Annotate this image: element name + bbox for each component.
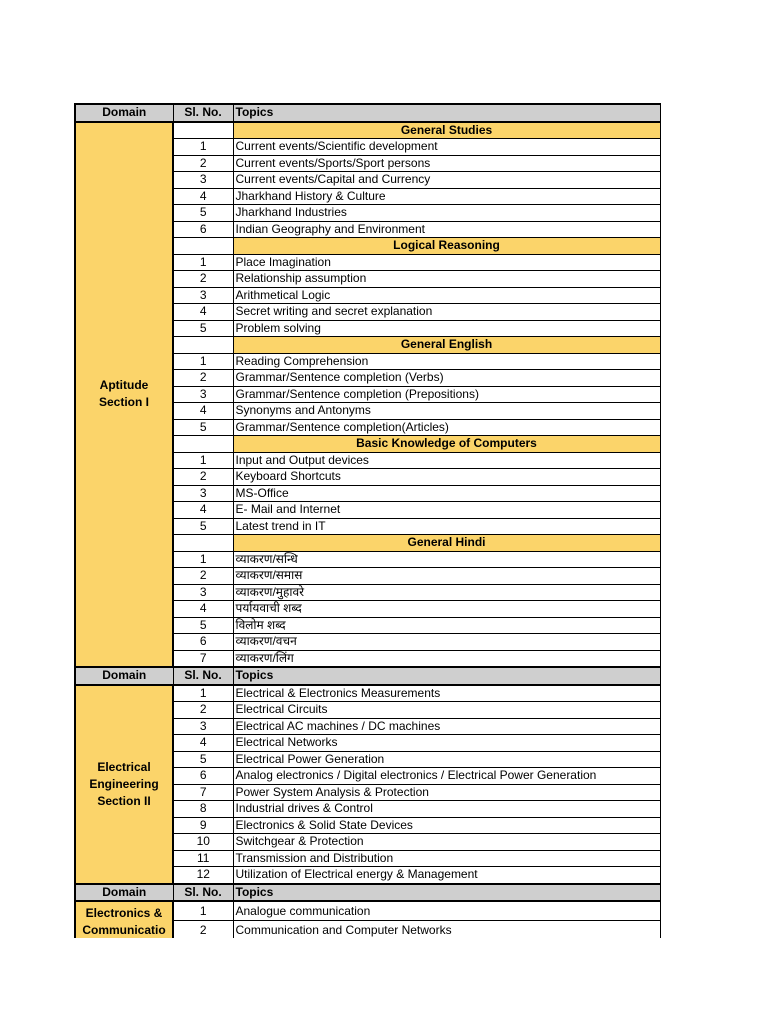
header-sl-no: Sl. No. — [173, 667, 233, 685]
subject-title: Basic Knowledge of Computers — [233, 436, 660, 453]
topic-cell: Indian Geography and Environment — [233, 221, 660, 238]
subject-row — [75, 122, 660, 139]
subject-title: General Studies — [233, 122, 660, 139]
topic-cell: Electrical AC machines / DC machines — [233, 718, 660, 735]
sl-number: 3 — [173, 584, 233, 601]
sl-number: 2 — [173, 568, 233, 585]
topic-cell: Place Imagination — [233, 254, 660, 271]
sl-number: 5 — [173, 320, 233, 337]
sl-number: 6 — [173, 634, 233, 651]
topic-cell: Current events/Sports/Sport persons — [233, 155, 660, 172]
topic-cell: Reading Comprehension — [233, 353, 660, 370]
sl-number: 5 — [173, 205, 233, 222]
sl-number: 4 — [173, 188, 233, 205]
subject-sl-cell — [173, 238, 233, 255]
topic-cell: व्याकरण/मुहावरे — [233, 584, 660, 601]
subject-sl-cell — [173, 436, 233, 453]
topic-cell: Secret writing and secret explanation — [233, 304, 660, 321]
header-domain: Domain — [75, 667, 173, 685]
sl-number: 1 — [173, 685, 233, 702]
sl-number: 3 — [173, 485, 233, 502]
topic-cell: Electronics & Solid State Devices — [233, 817, 660, 834]
topic-cell: Analogue communication — [233, 901, 660, 921]
sl-number: 11 — [173, 850, 233, 867]
header-topics: Topics — [233, 667, 660, 685]
sl-number: 12 — [173, 867, 233, 884]
header-sl-no: Sl. No. — [173, 884, 233, 902]
sl-number: 7 — [173, 650, 233, 667]
sl-number: 4 — [173, 502, 233, 519]
sl-number: 5 — [173, 419, 233, 436]
sl-number: 1 — [173, 551, 233, 568]
syllabus-table — [74, 103, 661, 940]
topic-cell: Industrial drives & Control — [233, 801, 660, 818]
header-row — [75, 667, 660, 685]
topic-cell: Keyboard Shortcuts — [233, 469, 660, 486]
sl-number: 4 — [173, 403, 233, 420]
header-domain: Domain — [75, 104, 173, 122]
sl-number: 5 — [173, 751, 233, 768]
sl-number: 2 — [173, 370, 233, 387]
syllabus-table-body — [75, 104, 660, 940]
topic-row — [75, 685, 660, 702]
sl-number: 9 — [173, 817, 233, 834]
sl-number: 1 — [173, 139, 233, 156]
sl-number: 3 — [173, 172, 233, 189]
topic-cell: Grammar/Sentence completion(Articles) — [233, 419, 660, 436]
sl-number: 6 — [173, 221, 233, 238]
topic-cell: Jharkhand Industries — [233, 205, 660, 222]
topic-cell: Power System Analysis & Protection — [233, 784, 660, 801]
sl-number: 1 — [173, 452, 233, 469]
sl-number: 3 — [173, 287, 233, 304]
sl-number: 7 — [173, 784, 233, 801]
topic-cell: व्याकरण/वचन — [233, 634, 660, 651]
domain-cell: Electrical Engineering Section II — [75, 685, 173, 884]
topic-cell: Current events/Scientific development — [233, 139, 660, 156]
page-bottom-margin — [0, 938, 768, 1024]
header-topics: Topics — [233, 104, 660, 122]
header-topics: Topics — [233, 884, 660, 902]
sl-number: 2 — [173, 921, 233, 940]
sl-number: 1 — [173, 353, 233, 370]
header-row — [75, 884, 660, 902]
topic-cell: Electrical & Electronics Measurements — [233, 685, 660, 702]
topic-cell: पर्यायवाची शब्द — [233, 601, 660, 618]
topic-cell: Analog electronics / Digital electronics / Electrical Power Generation — [233, 768, 660, 785]
topic-cell: Communication and Computer Networks — [233, 921, 660, 940]
topic-cell: Transmission and Distribution — [233, 850, 660, 867]
topic-cell: Jharkhand History & Culture — [233, 188, 660, 205]
topic-cell: व्याकरण/लिंग — [233, 650, 660, 667]
topic-cell: Switchgear & Protection — [233, 834, 660, 851]
topic-cell: Grammar/Sentence completion (Verbs) — [233, 370, 660, 387]
subject-sl-cell — [173, 122, 233, 139]
topic-cell: व्याकरण/समास — [233, 568, 660, 585]
topic-cell: Relationship assumption — [233, 271, 660, 288]
topic-cell: Grammar/Sentence completion (Prepositions) — [233, 386, 660, 403]
sl-number: 6 — [173, 768, 233, 785]
sl-number: 4 — [173, 601, 233, 618]
topic-cell: Synonyms and Antonyms — [233, 403, 660, 420]
header-row — [75, 104, 660, 122]
topic-cell: Utilization of Electrical energy & Management — [233, 867, 660, 884]
subject-title: General Hindi — [233, 535, 660, 552]
sl-number: 10 — [173, 834, 233, 851]
sl-number: 3 — [173, 718, 233, 735]
sl-number: 2 — [173, 155, 233, 172]
sl-number: 5 — [173, 617, 233, 634]
domain-cell: Aptitude Section I — [75, 122, 173, 668]
domain-cell: Electronics & Communicatio — [75, 901, 173, 940]
topic-cell: Arithmetical Logic — [233, 287, 660, 304]
sl-number: 1 — [173, 254, 233, 271]
header-sl-no: Sl. No. — [173, 104, 233, 122]
sl-number: 8 — [173, 801, 233, 818]
sl-number: 2 — [173, 702, 233, 719]
sl-number: 4 — [173, 735, 233, 752]
header-domain: Domain — [75, 884, 173, 902]
topic-cell: Electrical Power Generation — [233, 751, 660, 768]
sl-number: 5 — [173, 518, 233, 535]
subject-title: General English — [233, 337, 660, 354]
subject-sl-cell — [173, 535, 233, 552]
topic-cell: Input and Output devices — [233, 452, 660, 469]
sl-number: 1 — [173, 901, 233, 921]
topic-cell: व्याकरण/सन्धि — [233, 551, 660, 568]
topic-cell: Electrical Circuits — [233, 702, 660, 719]
sl-number: 2 — [173, 469, 233, 486]
sl-number: 4 — [173, 304, 233, 321]
sl-number: 3 — [173, 386, 233, 403]
topic-cell: विलोम शब्द — [233, 617, 660, 634]
topic-cell: MS-Office — [233, 485, 660, 502]
topic-cell: Latest trend in IT — [233, 518, 660, 535]
sl-number: 2 — [173, 271, 233, 288]
subject-title: Logical Reasoning — [233, 238, 660, 255]
topic-cell: Electrical Networks — [233, 735, 660, 752]
topic-cell: Problem solving — [233, 320, 660, 337]
subject-sl-cell — [173, 337, 233, 354]
topic-cell: E- Mail and Internet — [233, 502, 660, 519]
topic-row — [75, 901, 660, 921]
topic-cell: Current events/Capital and Currency — [233, 172, 660, 189]
